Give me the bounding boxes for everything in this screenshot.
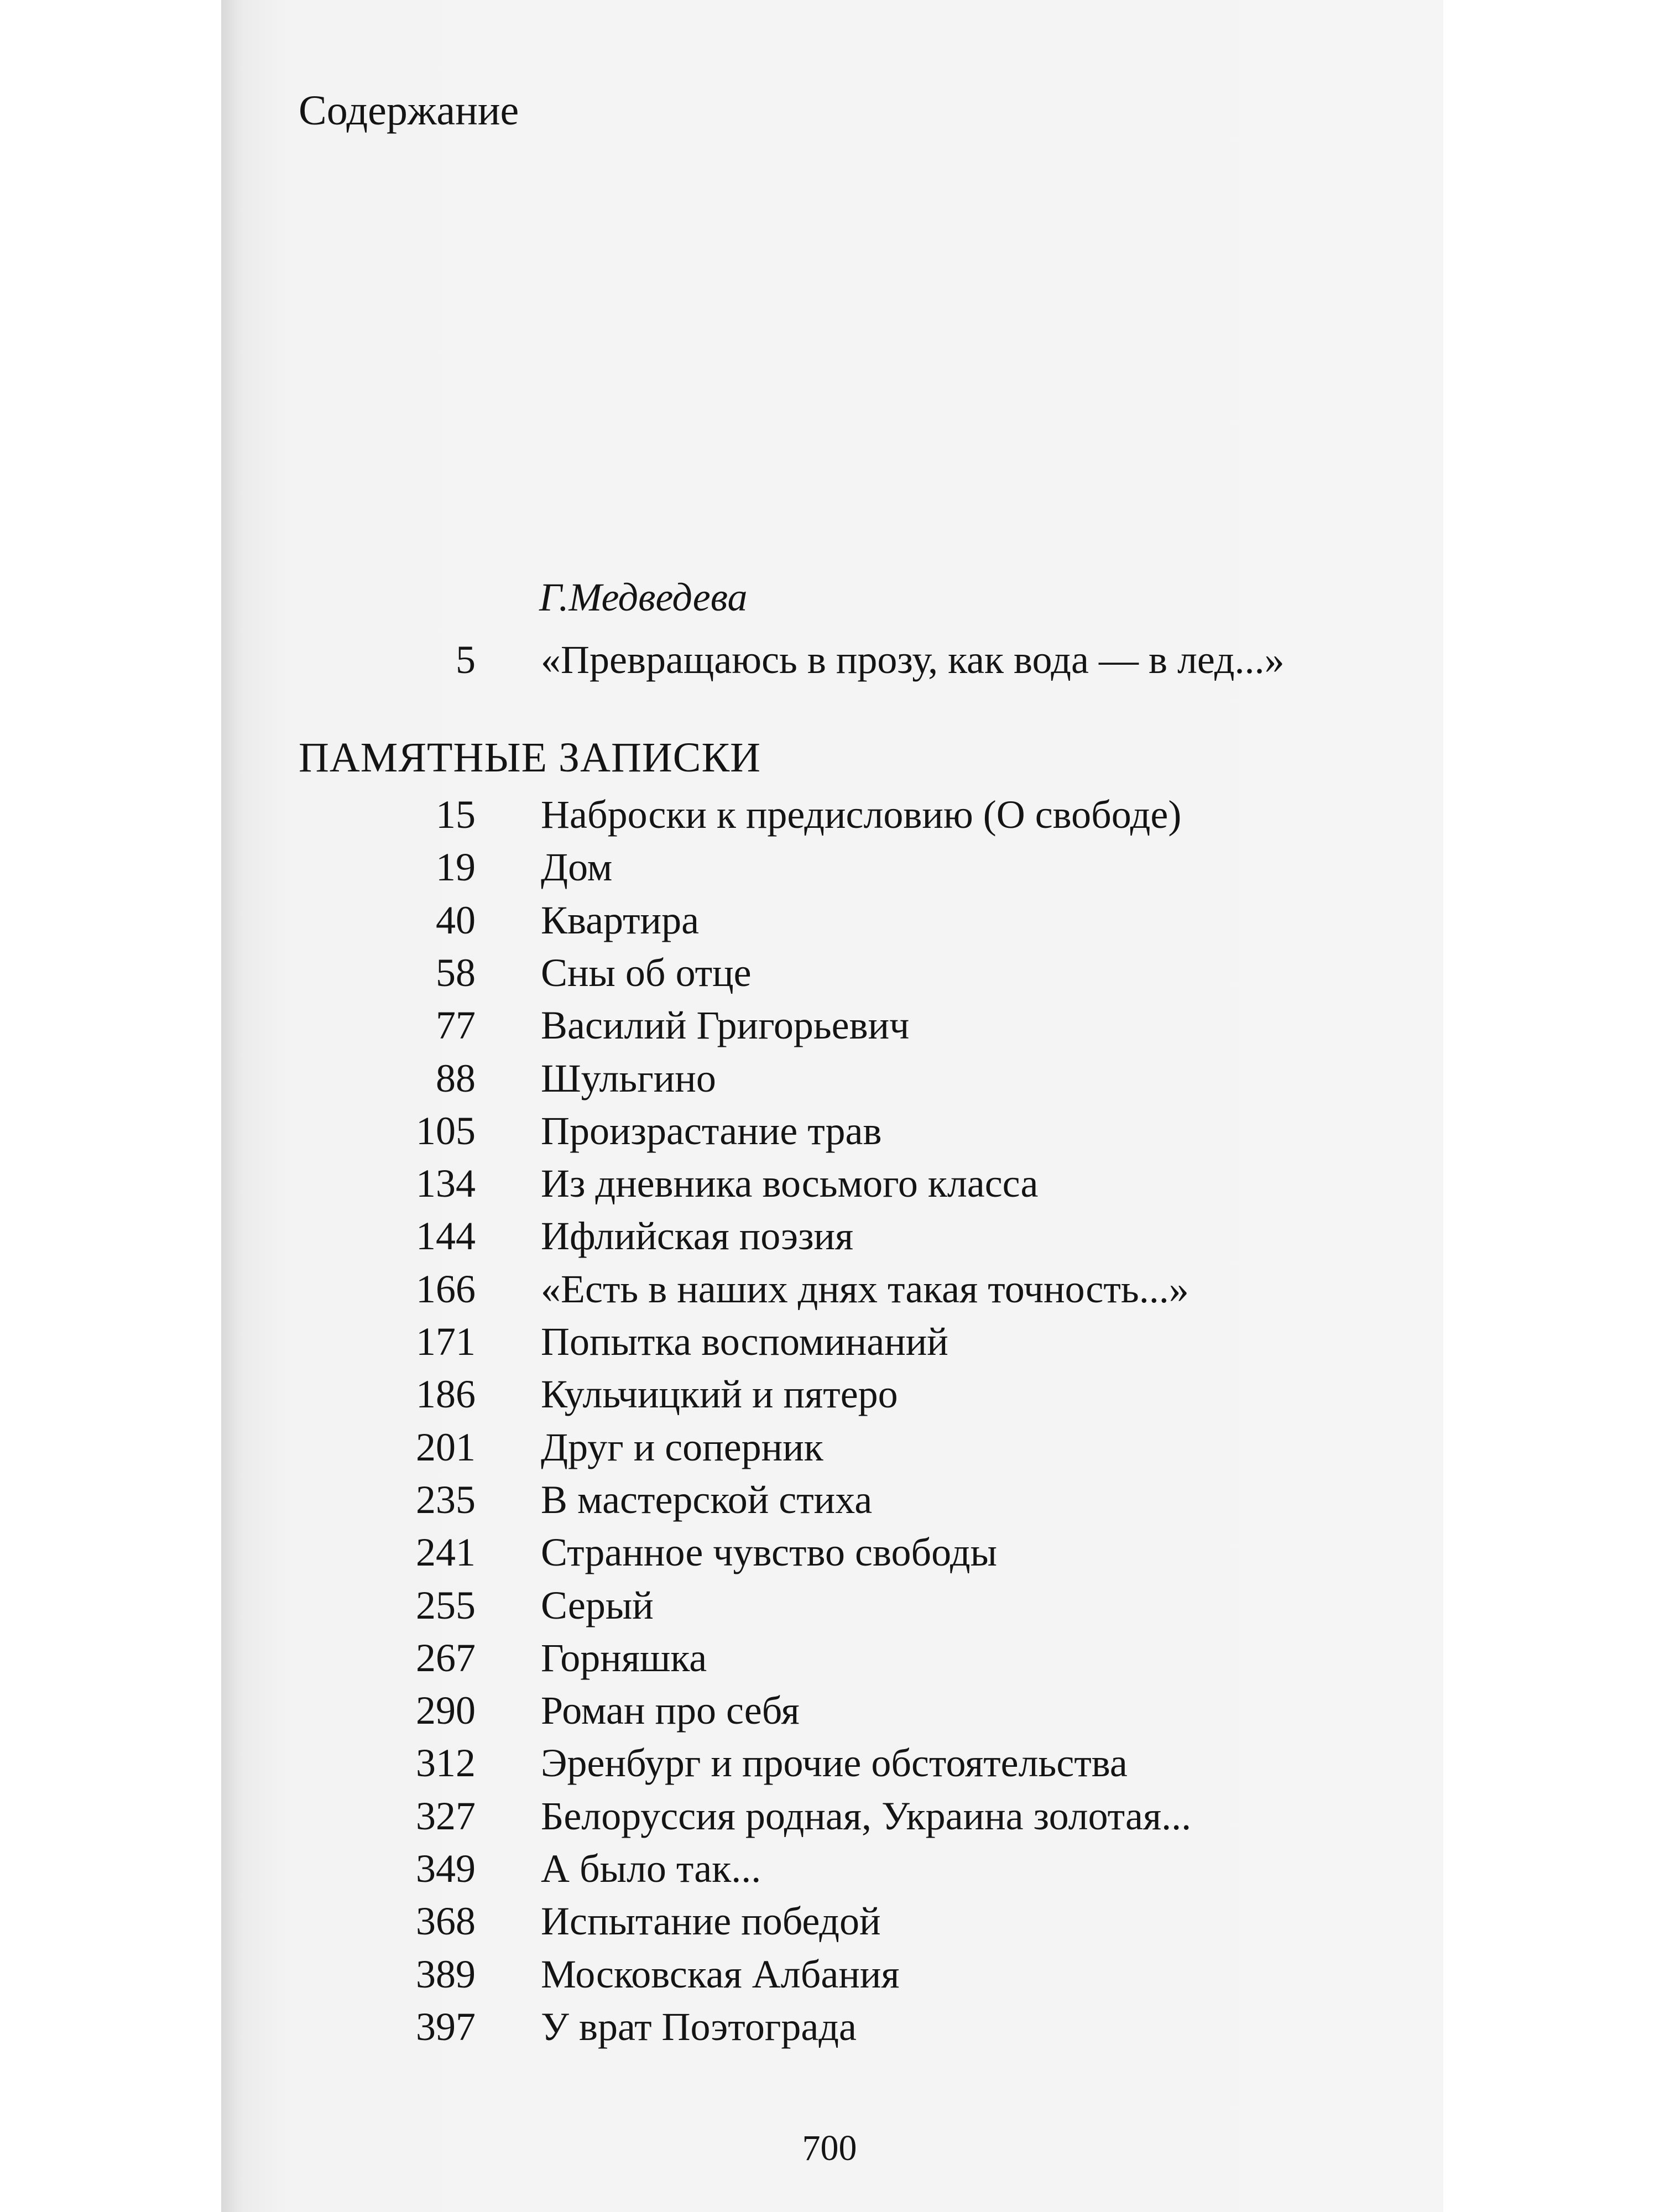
toc-entry <box>0 1473 1659 1526</box>
toc-entry <box>0 1790 1659 1843</box>
contents-title: Содержание <box>299 87 519 134</box>
toc-entry-title: Василий Григорьевич <box>541 1003 910 1047</box>
toc-entry-title: Серый <box>541 1583 654 1627</box>
toc-entry-title: Кульчицкий и пятеро <box>541 1372 898 1416</box>
foreword-entry <box>0 633 1659 686</box>
toc-entry-page: 241 <box>416 1530 476 1574</box>
toc-entry-title: Испытание победой <box>541 1899 881 1943</box>
toc-entry-title: Горняшка <box>541 1636 707 1680</box>
toc-entry-page: 290 <box>416 1688 476 1733</box>
toc-entry-page: 389 <box>416 1952 476 1996</box>
toc-entry <box>0 1104 1659 1157</box>
toc-entry-title: Дом <box>541 845 613 889</box>
toc-entry-title: «Есть в наших днях такая точность...» <box>541 1267 1189 1311</box>
toc-entry <box>0 2000 1659 2053</box>
toc-entry <box>0 999 1659 1052</box>
toc-entry-title: У врат Поэтограда <box>541 2005 857 2049</box>
toc-entry-title: Попытка воспоминаний <box>541 1319 948 1364</box>
toc-entry <box>0 1895 1659 1948</box>
toc-entry-page: 88 <box>436 1056 476 1100</box>
toc-entry-title: Московская Албания <box>541 1952 900 1996</box>
toc-entry-title: Сны об отце <box>541 951 752 995</box>
toc-entry-title: Шульгино <box>541 1056 716 1100</box>
toc-entry-title: Эренбург и прочие обстоятельства <box>541 1741 1128 1785</box>
toc-entry <box>0 1421 1659 1474</box>
toc-entry <box>0 1315 1659 1368</box>
toc-entry-title: Ифлийская поэзия <box>541 1214 854 1258</box>
toc-entry <box>0 1948 1659 2001</box>
toc-entry <box>0 1579 1659 1632</box>
toc-entry-title: В мастерской стиха <box>541 1478 873 1522</box>
toc-entry-page: 397 <box>416 2005 476 2049</box>
toc-entry-page: 312 <box>416 1741 476 1785</box>
toc-entry <box>0 894 1659 947</box>
toc-entry-title: А было так... <box>541 1846 761 1891</box>
toc-entry-page: 105 <box>416 1109 476 1153</box>
toc-entry <box>0 1052 1659 1105</box>
toc-entry <box>0 1526 1659 1579</box>
toc-entry <box>0 1368 1659 1421</box>
toc-entry-page: 255 <box>416 1583 476 1627</box>
toc-entry-page: 267 <box>416 1636 476 1680</box>
page-number: 700 <box>802 2128 857 2168</box>
toc-entry-page: 144 <box>416 1214 476 1258</box>
toc-entry <box>0 1209 1659 1262</box>
toc-entry-page: 166 <box>416 1267 476 1311</box>
toc-entry-page: 134 <box>416 1161 476 1206</box>
toc-entry-page: 186 <box>416 1372 476 1416</box>
toc-entry-title: Роман про себя <box>541 1688 800 1733</box>
toc-entry-title: Наброски к предисловию (О свободе) <box>541 792 1182 837</box>
toc-entry-title: Друг и соперник <box>541 1425 823 1469</box>
toc-entry <box>0 1157 1659 1210</box>
toc-entry <box>0 946 1659 999</box>
toc-entry-page: 349 <box>416 1846 476 1891</box>
toc-entry-page: 171 <box>416 1319 476 1364</box>
foreword-page-number: 5 <box>456 638 476 682</box>
toc-entry <box>0 841 1659 894</box>
toc-entry <box>0 788 1659 841</box>
toc-entry-title: Квартира <box>541 898 700 942</box>
toc-entry <box>0 1736 1659 1790</box>
toc-entry-page: 77 <box>436 1003 476 1047</box>
toc-entry <box>0 1262 1659 1316</box>
toc-entry-page: 327 <box>416 1794 476 1838</box>
foreword-author: Г.Медведева <box>539 575 748 619</box>
toc-entry <box>0 1631 1659 1684</box>
toc-entry-title: Белоруссия родная, Украина золотая... <box>541 1794 1192 1838</box>
section-heading: ПАМЯТНЫЕ ЗАПИСКИ <box>299 734 761 781</box>
toc-entry <box>0 1842 1659 1895</box>
toc-entry-page: 201 <box>416 1425 476 1469</box>
toc-entry-title: Произрастание трав <box>541 1109 882 1153</box>
toc-entry-page: 58 <box>436 951 476 995</box>
toc-entry-title: Из дневника восьмого класса <box>541 1161 1039 1206</box>
toc-entry-page: 40 <box>436 898 476 942</box>
toc-entry-page: 15 <box>436 792 476 837</box>
toc-entry-page: 235 <box>416 1478 476 1522</box>
toc-entry-title: Странное чувство свободы <box>541 1530 998 1574</box>
toc-entry-page: 368 <box>416 1899 476 1943</box>
toc-entry-page: 19 <box>436 845 476 889</box>
foreword-title: «Превращаюсь в прозу, как вода — в лед...» <box>541 638 1285 682</box>
toc-entry <box>0 1684 1659 1737</box>
